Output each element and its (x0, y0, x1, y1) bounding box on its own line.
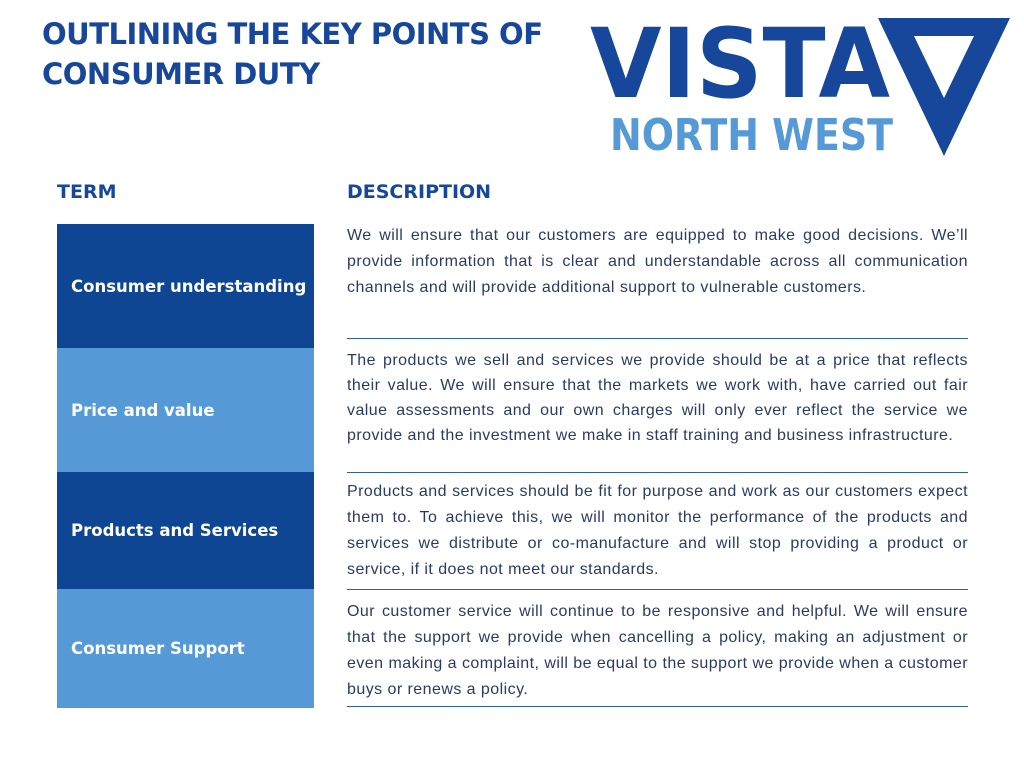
row-divider (347, 706, 968, 707)
term-label: Price and value (71, 400, 215, 420)
term-label: Products and Services (71, 521, 279, 540)
vista-north-west-logo (588, 14, 1010, 160)
term-products-and-services (57, 472, 314, 589)
description-consumer-support: Our customer service will continue to be responsive and helpful. We will ensure that the support we provide when cancelling a policy, making an adjustment or even making a complaint, will be equal to the support we provide when a customer buys or renews a policy. (347, 603, 968, 698)
page-title (42, 14, 543, 94)
logo-subword: NORTH WEST (610, 110, 893, 160)
term-label: Consumer Support (71, 639, 245, 658)
description-column-header: DESCRIPTION (347, 181, 492, 203)
row-divider (347, 338, 968, 339)
term-consumer-understanding (57, 224, 314, 348)
page-title-line-2: CONSUMER DUTY (42, 57, 320, 91)
term-price-and-value (57, 348, 314, 472)
logo-word: VISTA (590, 14, 890, 120)
row-divider (347, 472, 968, 473)
term-consumer-support (57, 589, 314, 708)
triangle-v-icon (878, 18, 1010, 156)
description-consumer-understanding: We will ensure that our customers are equipped to make good decisions. We’ll provide information that is clear and understandable across all communication channels and will provide additional support to vulnerable customers. (347, 227, 968, 296)
page-title-line-1: OUTLINING THE KEY POINTS OF (42, 17, 543, 51)
description-price-and-value: The products we sell and services we provide should be at a price that reflects their value. We will ensure that the markets we work with, have carried out fair value assessments and our own charges will only ever reflect the service we provide and the investment we make in staff training and business infrastructure. (347, 352, 968, 444)
term-column-header: TERM (57, 181, 117, 203)
term-label: Consumer understanding (71, 276, 307, 296)
row-divider (347, 589, 968, 590)
description-products-and-services: Products and services should be fit for purpose and work as our customers expect them to. To achieve this, we will monitor the performance of the products and services we distribute or co-manufacture and will stop providing a product or service, if it does not meet our standards. (347, 483, 968, 578)
